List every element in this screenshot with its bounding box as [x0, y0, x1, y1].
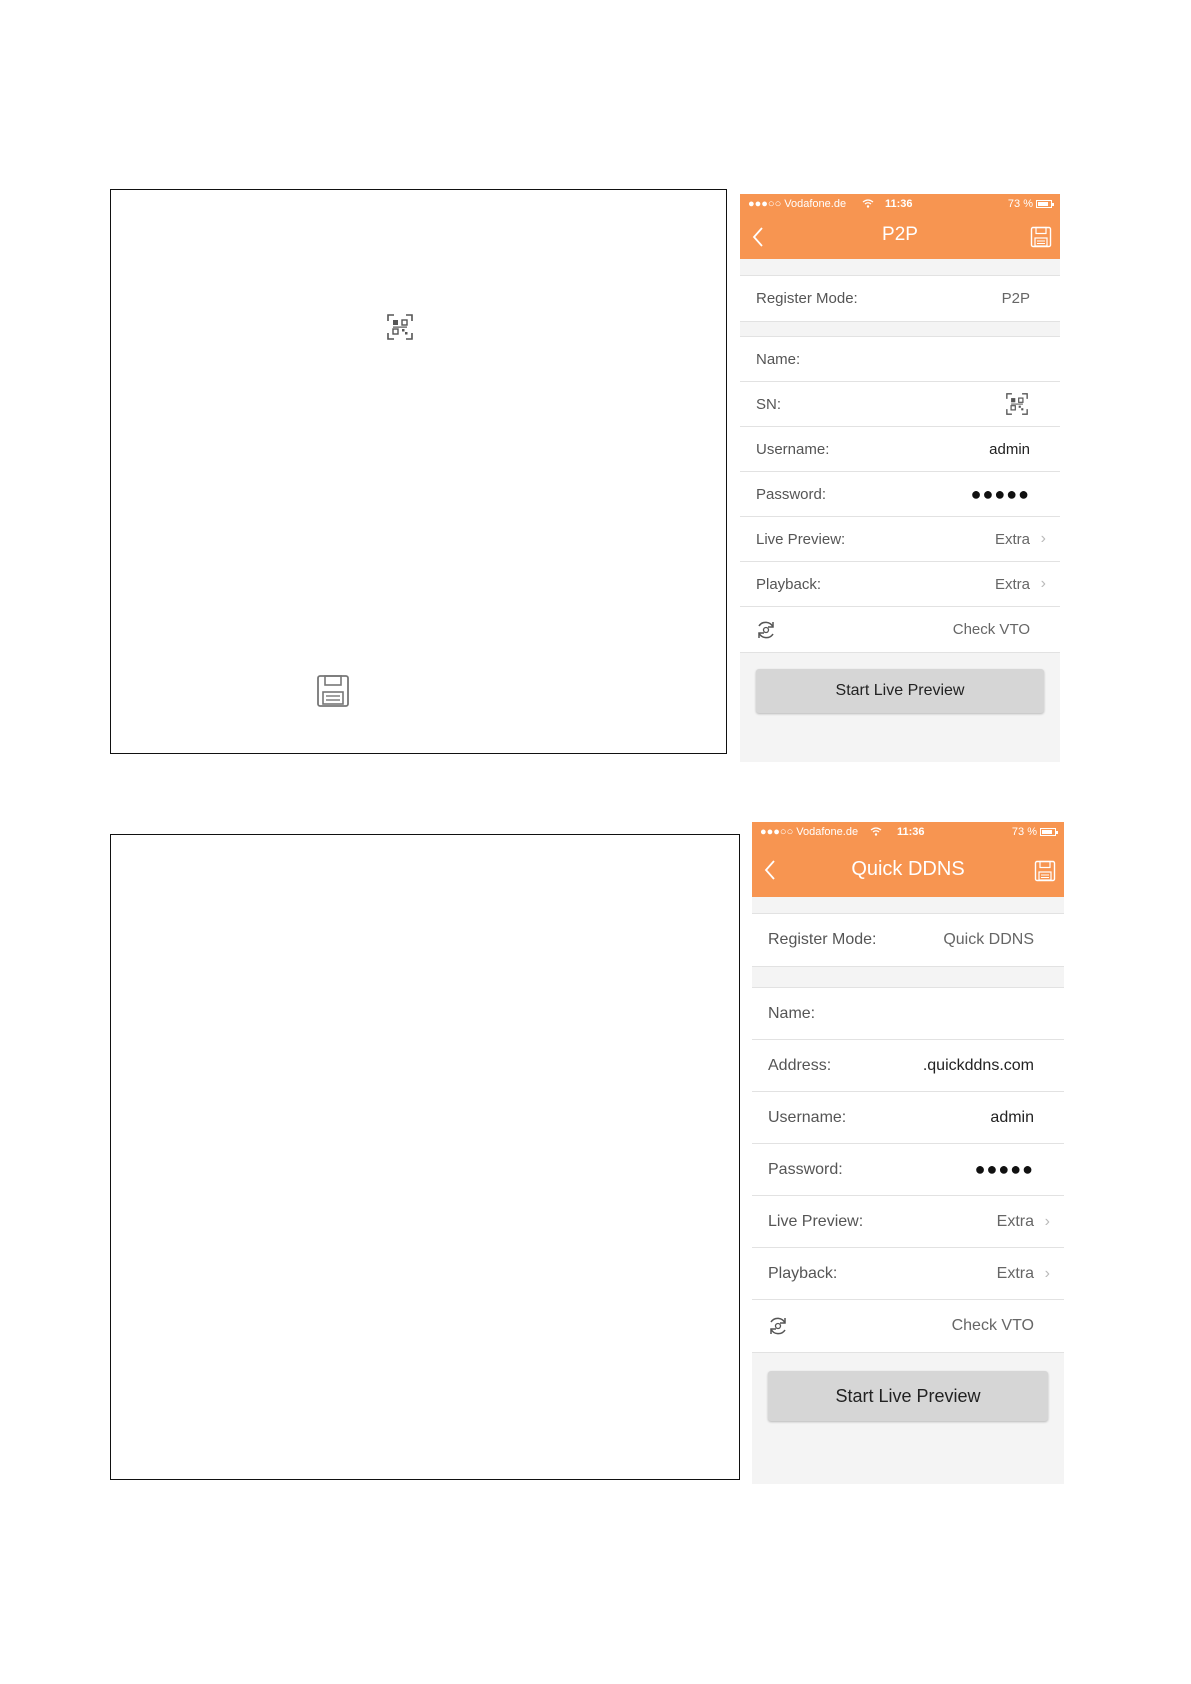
username-label: Username: [768, 1108, 847, 1126]
wifi-icon [862, 199, 874, 208]
address-label: Address: [768, 1056, 832, 1074]
chevron-right-icon: › [1040, 530, 1046, 547]
sn-label: SN: [756, 395, 782, 413]
playback-row[interactable] [740, 562, 1060, 607]
device-settings-group [740, 336, 1060, 653]
nav-header [740, 194, 1060, 259]
register-mode-row[interactable] [752, 914, 1064, 966]
register-mode-label: Register Mode: [756, 290, 858, 307]
status-time: 11:36 [897, 826, 925, 838]
check-vto-row[interactable] [752, 1300, 1064, 1352]
live-preview-label: Live Preview: [756, 530, 846, 548]
username-field[interactable] [752, 1092, 1064, 1144]
address-field[interactable] [752, 1040, 1064, 1092]
username-field[interactable] [740, 427, 1060, 472]
nav-header [752, 822, 1064, 897]
password-value: ●●●●● [970, 483, 1030, 504]
password-value: ●●●●● [974, 1159, 1034, 1179]
save-icon[interactable] [1034, 860, 1056, 882]
battery-indicator [1012, 826, 1056, 838]
phone-screen-quick-ddns [752, 822, 1064, 1484]
start-live-preview-button[interactable]: Start Live Preview [756, 669, 1044, 713]
playback-value: Extra [994, 575, 1030, 593]
name-label: Name: [756, 350, 801, 368]
username-value: admin [990, 1108, 1034, 1126]
battery-percent: 73 % [1007, 198, 1033, 210]
name-field[interactable] [752, 988, 1064, 1040]
register-mode-group [752, 913, 1064, 967]
live-preview-value: Extra [996, 1212, 1034, 1230]
carrier-text: ●●●○○ Vodafone.de [748, 198, 847, 210]
name-label: Name: [768, 1004, 816, 1022]
device-settings-group [752, 987, 1064, 1353]
page-title: Quick DDNS [851, 858, 965, 880]
chevron-right-icon: › [1044, 1212, 1050, 1230]
page-title: P2P [882, 224, 918, 245]
register-mode-group [740, 275, 1060, 322]
username-value: admin [989, 440, 1030, 458]
address-value: .quickddns.com [922, 1056, 1034, 1074]
status-bar [752, 822, 1064, 840]
battery-percent: 73 % [1011, 826, 1037, 838]
description-box-p2p [110, 189, 727, 754]
live-preview-row[interactable] [740, 517, 1060, 562]
name-field[interactable] [740, 337, 1060, 382]
register-mode-label: Register Mode: [768, 931, 877, 948]
live-preview-row[interactable] [752, 1196, 1064, 1248]
status-time: 11:36 [885, 198, 913, 210]
register-mode-row[interactable] [740, 276, 1060, 321]
playback-row[interactable] [752, 1248, 1064, 1300]
password-label: Password: [756, 485, 827, 503]
refresh-icon [754, 618, 778, 642]
check-vto-label: Check VTO [952, 621, 1030, 638]
register-mode-value: P2P [1001, 290, 1030, 307]
check-vto-label: Check VTO [951, 1317, 1034, 1334]
chevron-right-icon: › [1044, 1264, 1050, 1282]
playback-label: Playback: [768, 1264, 838, 1282]
carrier-text: ●●●○○ Vodafone.de [760, 826, 859, 838]
description-box-quick-ddns [110, 834, 740, 1480]
phone-screen-p2p [740, 194, 1060, 762]
playback-label: Playback: [756, 575, 822, 593]
qr-scan-icon[interactable] [1006, 393, 1028, 415]
live-preview-value: Extra [994, 530, 1030, 548]
battery-icon [1036, 200, 1052, 208]
register-mode-value: Quick DDNS [943, 931, 1034, 948]
refresh-icon [766, 1314, 790, 1338]
check-vto-row[interactable] [740, 607, 1060, 652]
save-icon[interactable] [1030, 226, 1052, 248]
playback-value: Extra [996, 1264, 1034, 1282]
live-preview-label: Live Preview: [768, 1212, 864, 1230]
wifi-icon [870, 827, 882, 836]
password-field[interactable] [752, 1144, 1064, 1196]
password-field[interactable] [740, 472, 1060, 517]
username-label: Username: [756, 440, 830, 458]
battery-indicator [1008, 198, 1052, 210]
sn-field[interactable] [740, 382, 1060, 427]
save-icon [316, 674, 350, 708]
battery-icon [1040, 828, 1056, 836]
chevron-right-icon: › [1040, 575, 1046, 592]
start-live-preview-button[interactable]: Start Live Preview [768, 1371, 1048, 1421]
qr-scan-icon [387, 314, 413, 340]
status-bar [740, 194, 1060, 212]
password-label: Password: [768, 1160, 843, 1178]
